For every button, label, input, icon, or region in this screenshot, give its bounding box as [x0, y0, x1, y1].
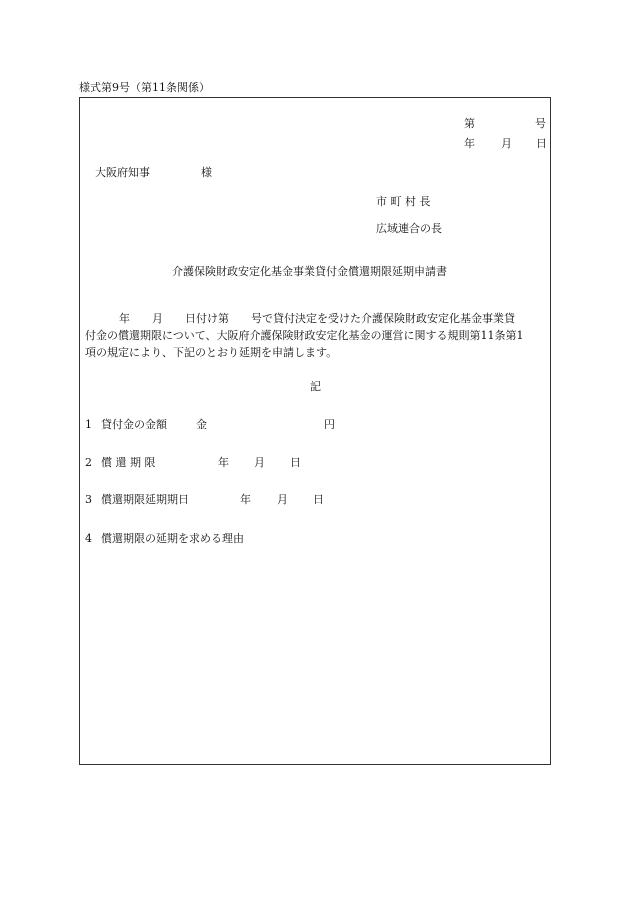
item-3-year: 年 — [240, 493, 251, 506]
item-1-label: 貸付金の金額 — [101, 418, 167, 431]
date-year: 年 — [464, 137, 475, 150]
document-number-prefix: 第 — [464, 117, 475, 130]
item-1-yen: 円 — [324, 418, 335, 431]
item-3-label: 償還期限延期期日 — [101, 493, 189, 506]
item-1-kin: 金 — [196, 418, 207, 431]
document-number-suffix: 号 — [535, 117, 546, 130]
body-line-3: 項の規定により、下記のとおり延期を申請します。 — [85, 346, 338, 359]
item-4-label: 償還期限の延期を求める理由 — [101, 532, 244, 545]
item-2-year: 年 — [218, 456, 229, 469]
addressee-honorific: 様 — [201, 166, 212, 179]
item-4-number: 4 — [85, 532, 92, 545]
item-3-day: 日 — [313, 493, 324, 506]
form-number: 様式第9号（第11条関係） — [79, 81, 210, 94]
item-2-month: 月 — [254, 456, 265, 469]
addressee-name: 大阪府知事 — [95, 166, 150, 179]
date-month: 月 — [501, 137, 512, 150]
item-2-day: 日 — [290, 456, 301, 469]
body-line-2: 付金の償還期限について、大阪府介護保険財政安定化基金の運営に関する規則第11条第1 — [85, 329, 524, 342]
item-2-label: 償 還 期 限 — [101, 456, 156, 469]
body-paragraph — [85, 310, 547, 361]
applicant-mayor: 市 町 村 長 — [376, 195, 431, 208]
body-line-1: 年 月 日付け第 号で貸付決定を受けた介護保険財政安定化基金事業貸 — [119, 312, 515, 325]
item-2-number: 2 — [85, 456, 92, 469]
document-title: 介護保険財政安定化基金事業貸付金償還期限延期申請書 — [172, 265, 447, 278]
ki-heading: 記 — [310, 380, 321, 393]
item-3-number: 3 — [85, 493, 92, 506]
applicant-union: 広域連合の長 — [376, 222, 442, 235]
item-1-number: 1 — [85, 418, 92, 431]
item-3-month: 月 — [277, 493, 288, 506]
date-day: 日 — [536, 137, 547, 150]
